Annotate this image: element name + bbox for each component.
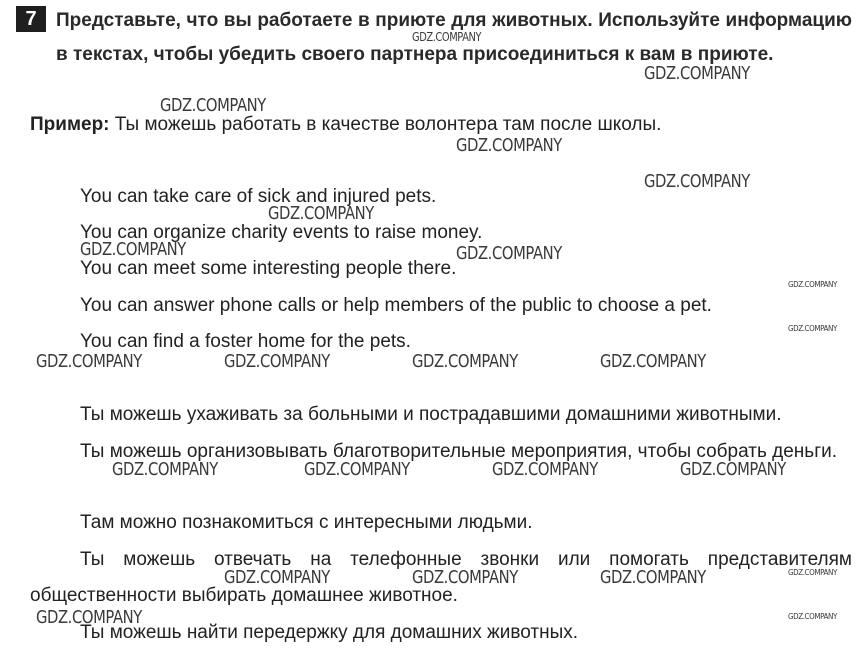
- russian-paragraph-5: Ты можешь найти передержку для домашних животных.: [80, 622, 579, 643]
- watermark: GDZ.COMPANY: [600, 567, 706, 588]
- watermark: GDZ.COMPANY: [456, 135, 562, 156]
- example-text: Ты можешь работать в качестве волонтера там после школы.: [114, 114, 662, 135]
- watermark: GDZ.COMPANY: [680, 459, 786, 480]
- watermark: GDZ.COMPANY: [788, 324, 837, 333]
- watermark: GDZ.COMPANY: [492, 459, 598, 480]
- watermark: GDZ.COMPANY: [80, 239, 186, 260]
- task-number-badge: 7: [16, 6, 46, 32]
- english-sentence-4: You can answer phone calls or help members of the public to choose a pet.: [80, 295, 712, 316]
- example-label: Пример:: [30, 114, 110, 135]
- watermark: GDZ.COMPANY: [412, 567, 518, 588]
- watermark: GDZ.COMPANY: [304, 459, 410, 480]
- watermark: GDZ.COMPANY: [112, 459, 218, 480]
- watermark: GDZ.COMPANY: [788, 612, 837, 621]
- russian-paragraph-2: Ты можешь организовывать благотворительные мероприятия, чтобы собрать деньги.: [80, 441, 838, 462]
- example-block: [30, 112, 661, 138]
- english-sentence-1: You can take care of sick and injured pets.: [80, 186, 437, 207]
- watermark: GDZ.COMPANY: [160, 95, 266, 116]
- russian-paragraph-3: Там можно познакомиться с интересными людьми.: [80, 512, 533, 533]
- watermark: GDZ.COMPANY: [224, 567, 330, 588]
- watermark: GDZ.COMPANY: [788, 568, 837, 577]
- task-instruction: Представьте, что вы работаете в приюте для животных. Используйте информацию в текстах, чтобы убедить своего партнера присоединиться к вам в приюте.: [56, 10, 852, 65]
- russian-paragraph-4: Ты можешь отвечать на телефонные звонки или помогать представителям общественности выбирать домашнее животное.: [30, 549, 852, 606]
- watermark: GDZ.COMPANY: [644, 63, 750, 84]
- english-sentence-5: You can find a foster home for the pets.: [80, 331, 411, 352]
- english-sentence-2: You can organize charity events to raise money.: [80, 222, 483, 243]
- russian-paragraph-1: Ты можешь ухаживать за больными и пострадавшими домашними животными.: [80, 404, 782, 425]
- watermark: GDZ.COMPANY: [644, 171, 750, 192]
- watermark: GDZ.COMPANY: [788, 280, 837, 289]
- english-sentence-3: You can meet some interesting people there.: [80, 258, 457, 279]
- watermark: GDZ.COMPANY: [412, 30, 482, 44]
- watermark: GDZ.COMPANY: [412, 351, 518, 372]
- watermark: GDZ.COMPANY: [456, 243, 562, 264]
- watermark: GDZ.COMPANY: [600, 351, 706, 372]
- watermark: GDZ.COMPANY: [224, 351, 330, 372]
- watermark: GDZ.COMPANY: [36, 607, 142, 628]
- watermark: GDZ.COMPANY: [36, 351, 142, 372]
- watermark: GDZ.COMPANY: [268, 203, 374, 224]
